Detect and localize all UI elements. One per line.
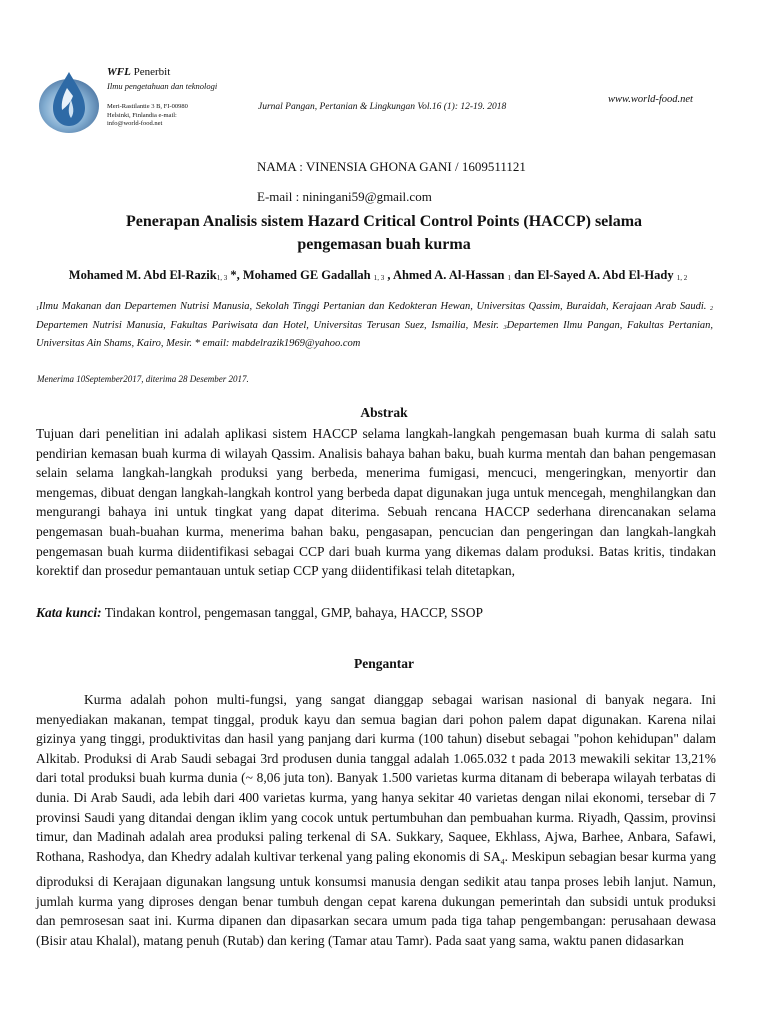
- publisher-name: WFL Penerbit: [107, 66, 171, 78]
- publisher-address: Meri-Rastilantie 3 B, FI-00980 Helsinki, Finlandia e-mail: info@world-food.net: [107, 103, 188, 127]
- student-email: E-mail : niningani59@gmail.com: [257, 189, 432, 204]
- introduction-text: Kurma adalah pohon multi-fungsi, yang sangat dianggap sebagai warisan nasional di banyak negara. Ini menyediakan makanan, tempat tinggal, produk kayu dan semua bagian dari pohon palem dapat digunakan. Karena nilai gizinya yang tinggi, produktivitas dan hasil yang panjang dari kurma (100 tahun) disebut sebagai "pohon kehidupan" dalam Alkitab. Produksi di Arab Saudi sebagai 3rd produsen dunia tanggal adalah 1.065.032 t pada 2013 mewakili sekitar 13,21% dari total produksi buah kurma dunia (~ 8,06 juta ton). Banyak 1.500 varietas kurma ditanam di beberapa wilayah terbatas di dunia. Di Arab Saudi, ada lebih dari 400 varietas kurma, yang hanya sekitar 40 varietas dengan nilai ekonomi, tersebar di 7 provinsi Saudi yang ditandai dengan iklim yang cocok untuk pertumbuhan dan pembuahan kurma. Riyadh, Qassim, provinsi timur, dan Madinah adalah area produksi paling terkenal di SA. Sukkary, Saquee, Ekhlass, Ajwa, Barhee, Anbara, Safawi, Rothana, Rashodya, dan Khedry adalah kultivar terkenal yang paling ekonomis di $SA_4$. Meskipun sebagian besar kurma yang diproduksi di Kerajaan digunakan langsung untuk konsumsi manusia dengan sedikit atau tanpa proses lebih lanjut. Namun, jumlah kurma yang diproses dengan benar tumbuh dengan cepat karena dukungan pemerintah dan subsidi untuk produksi dan pemrosesan saat ini. Kurma dipanen dan dipasarkan secara umum pada tiga tahap pengembangan: perusahaan dewasa (Bisir atau Khalal), matang penuh (Rutab) dan kering (Tamar atau Tamr). Pada saat yang sama, waktu panen didasarkan: [36, 692, 717, 948]
- journal-citation: Jurnal Pangan, Pertanian & Lingkungan Vol.16 (1): 12-19. 2018: [258, 102, 507, 112]
- publisher-tagline: Ilmu pengetahuan dan teknologi: [107, 81, 218, 91]
- author-name: Mohamed GE Gadallah: [242, 268, 374, 282]
- article-title: Penerapan Analisis sistem Hazard Critical Control Points (HACCP) selama pengemasan buah kurma: [125, 213, 643, 253]
- water-drop-logo-icon: [37, 66, 101, 136]
- author-name: Mohamed M. Abd El-Razik: [68, 268, 217, 282]
- keywords: Kata kunci: Tindakan kontrol, pengemasan tanggal, GMP, bahaya, HACCP, SSOP: [36, 605, 484, 620]
- introduction-heading: Pengantar: [354, 656, 414, 671]
- author-list: Mohamed M. Abd El-Razik$_{1, 3}$ *, Mohamed GE Gadallah $_{1, 3}$ , Ahmed A. Al-Hassan $_1$ dan El-Sayed A. Abd El-Hady $_{1, 2}$: [68, 268, 688, 282]
- author-name: Ahmed A. Al-Hassan: [392, 268, 508, 282]
- abstract-heading: Abstrak: [360, 405, 408, 420]
- student-name: NAMA : VINENSIA GHONA GANI / 1609511121: [257, 159, 526, 174]
- abstract-text: Tujuan dari penelitian ini adalah aplikasi sistem HACCP selama langkah-langkah pengemasan buah kurma di salah satu pendirian kemasan buah kurma di wilayah Qassim. Analisis bahaya bahan baku, buah kurma mentah dan bahan pengemasan selain selama langkah-langkah produksi yang berbeda, menerima fumigasi, mencuci, mengeringkan, menyortir dan mengemas, dibuat dengan langkah-langkah kontrol yang berbeda dapat digunakan juga untuk mencegah, menghilangkan dan mengurangi bahaya ini untuk tingkat yang dapat diterima. Sebuah rencana HACCP sederhana direncanakan selama pengemasan buah-buahan kurma, menerima bahan baku, pengasapan, pencucian dan pengeringan dan langkah-langkah pengemasan buah kurma diidentifikasi sebagai CCP dari buah kurma yang dikemas dalam produksi. Batas kritis, tindakan korektif dan prosedur pemantauan untuk setiap CCP yang diidentifikasi telah ditetapkan,: [36, 426, 716, 579]
- author-name: El-Sayed A. Abd El-Hady: [537, 268, 677, 282]
- affiliations: $_1$Ilmu Makanan dan Departemen Nutrisi Manusia, Sekolah Tinggi Pertanian dan Kedokteran Hewan, Universitas Qassim, Buraidah, Kerajaan Arab Saudi. $_2$ Departemen Nutrisi Manusia, Fakultas Pariwisata dan Hotel, Universitas Terusan Suez, Ismailia, Mesir. $_3$Departemen Ilmu Pangan, Fakultas Pertanian, Universitas Ain Shams, Kairo, Mesir. * email: mabdelrazik1969@yahoo.com: [36, 301, 713, 349]
- journal-website: www.world-food.net: [608, 94, 693, 105]
- received-dates: Menerima 10September2017, diterima 28 Desember 2017.: [37, 374, 249, 384]
